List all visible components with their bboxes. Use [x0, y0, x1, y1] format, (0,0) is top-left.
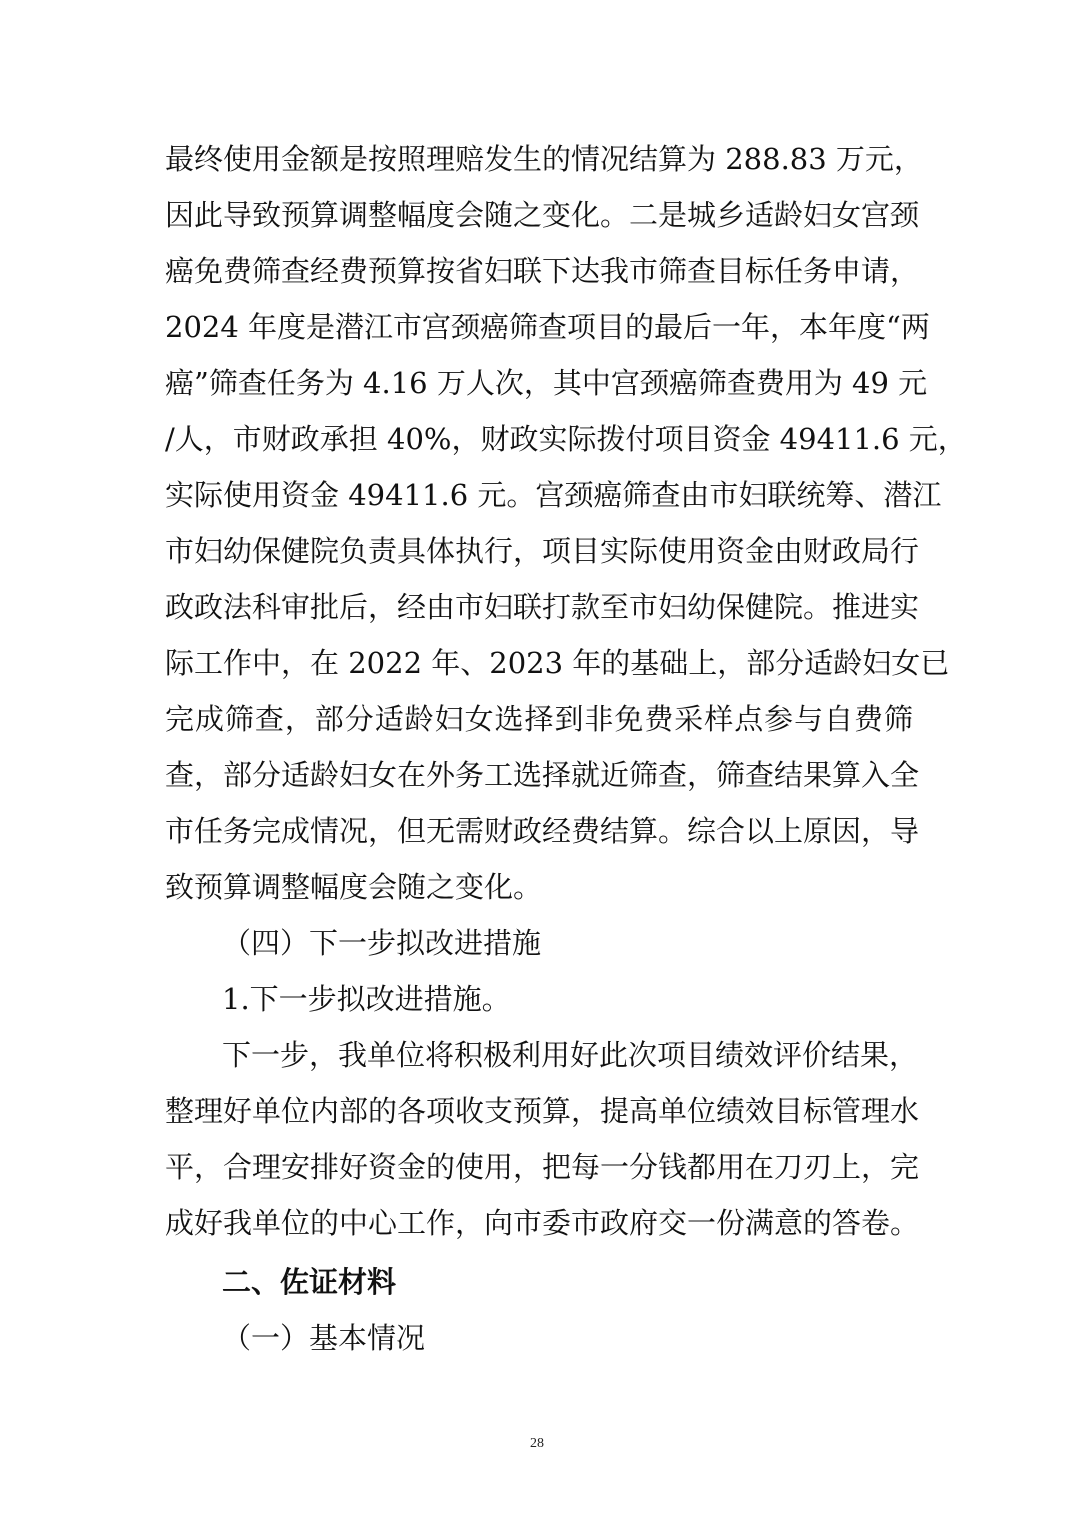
page-number: 28 — [530, 1436, 544, 1451]
paragraph-line: 平，合理安排好资金的使用，把每一分钱都用在刀刃上，完 — [165, 1150, 920, 1184]
paragraph-line: 最终使用金额是按照理赔发生的情况结算为 288.83 万元， — [165, 142, 923, 176]
paragraph-line: 成好我单位的中心工作，向市委市政府交一份满意的答卷。 — [165, 1206, 920, 1240]
subsection-heading: 1.下一步拟改进措施。 — [222, 982, 511, 1016]
paragraph-line: 市任务完成情况，但无需财政经费结算。综合以上原因，导 — [165, 814, 920, 848]
paragraph-line: 查，部分适龄妇女在外务工选择就近筛查，筛查结果算入全 — [165, 758, 920, 792]
paragraph-line: 际工作中，在 2022 年、2023 年的基础上，部分适龄妇女已 — [165, 646, 950, 680]
paragraph-line: 2024 年度是潜江市宫颈癌筛查项目的最后一年，本年度“两 — [165, 310, 930, 344]
chapter-heading: 二、佐证材料 — [222, 1265, 397, 1299]
paragraph-line: 下一步，我单位将积极利用好此次项目绩效评价结果， — [222, 1038, 919, 1072]
paragraph-line: /人，市财政承担 40%，财政实际拨付项目资金 49411.6 元， — [165, 422, 967, 456]
paragraph-line: 癌”筛查任务为 4.16 万人次，其中宫颈癌筛查费用为 49 元 — [165, 366, 928, 400]
paragraph-line: 因此导致预算调整幅度会随之变化。二是城乡适龄妇女宫颈 — [165, 198, 920, 232]
paragraph-line: 政政法科审批后，经由市妇联打款至市妇幼保健院。推进实 — [165, 590, 920, 624]
section-heading: （一）基本情况 — [222, 1321, 426, 1355]
paragraph-line: 癌免费筛查经费预算按省妇联下达我市筛查目标任务申请， — [165, 254, 920, 288]
paragraph-line: 完成筛查，部分适龄妇女选择到非免费采样点参与自费筛 — [165, 702, 913, 736]
paragraph-line: 市妇幼保健院负责具体执行，项目实际使用资金由财政局行 — [165, 534, 920, 568]
paragraph-line: 整理好单位内部的各项收支预算，提高单位绩效目标管理水 — [165, 1094, 920, 1128]
paragraph-line: 实际使用资金 49411.6 元。宫颈癌筛查由市妇联统筹、潜江 — [165, 478, 942, 512]
section-heading: （四）下一步拟改进措施 — [222, 926, 542, 960]
paragraph-line: 致预算调整幅度会随之变化。 — [165, 870, 543, 904]
